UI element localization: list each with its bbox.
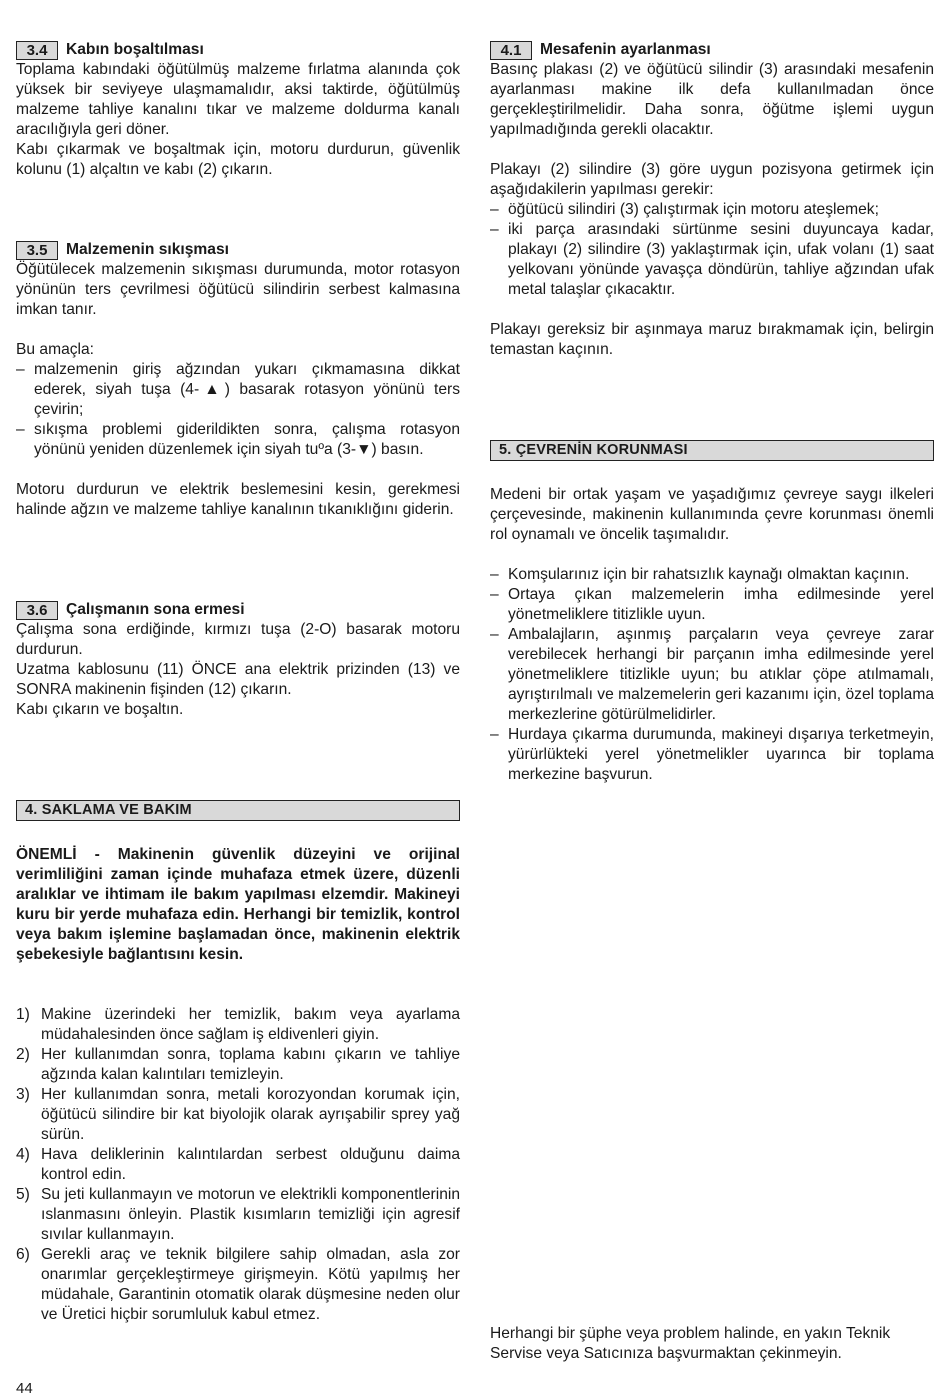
section-number: 4.1: [490, 41, 532, 60]
section-5: [490, 440, 934, 785]
dash-list: [490, 200, 934, 300]
paragraph: Uzatma kablosunu (11) ÖNCE ana elektrik prizinden (13) ve SONRA makinenin fişinden (12) çıkarın.: [16, 661, 460, 698]
section-title: Mesafenin ayarlanması: [540, 41, 711, 58]
item-number: 3): [16, 1086, 30, 1103]
paragraph: Medeni bir ortak yaşam ve yaşadığımız çevreye saygı ilkeleri çerçevesinde, makinenin kullanımında çevre korunması önemli rol oynamalı ve öncelik taşımalıdır.: [490, 486, 934, 543]
page-number: 44: [16, 1380, 33, 1397]
section-4: [16, 800, 460, 1325]
list-item: – Ambalajların, aşınmış parçaların veya çevreye zarar verebilecek herhangi bir parçanın imha edilmesinde yerel yönetmeliklere titizlikle uyun; bu atıklar çöpe atılmamalı, ayrıştırılmalı ve malzemelerin geri kazanımı için, özel toplama merkezlerine götürülmelidirler.: [490, 625, 934, 725]
item-number: 6): [16, 1246, 30, 1263]
list-item: – Ortaya çıkan malzemelerin imha edilmesinde yerel yönetmeliklere titizlikle uyun.: [490, 585, 934, 625]
item-text: Hava deliklerinin kalıntılardan serbest olduğunu daima kontrol edin.: [41, 1146, 460, 1183]
paragraph: Toplama kabındaki öğütülmüş malzeme fırlatma alanında çok yüksek bir seviyeye ulaşmamalıdır, aksi taktirde, öğütülmüş malzeme tahliye kanalını tıkar ve malzeme doldurma kanalı aracılığıyla geri döner.: [16, 61, 460, 138]
dash-list: [16, 360, 460, 460]
item-number: 5): [16, 1186, 30, 1203]
list-item: [16, 1085, 460, 1145]
section-4-1: [490, 40, 934, 360]
list-item: – öğütücü silindiri (3) çalıştırmak için motoru ateşlemek;: [490, 200, 934, 220]
section-3-6: [16, 600, 460, 720]
footer-note-block: [490, 1324, 934, 1364]
section-number: 3.5: [16, 241, 58, 260]
paragraph: Kabı çıkarın ve boşaltın.: [16, 701, 184, 718]
paragraph: Çalışma sona erdiğinde, kırmızı tuşa (2-O) basarak motoru durdurun.: [16, 621, 460, 658]
paragraph: Bu amaçla:: [16, 341, 95, 358]
section-banner: 4. SAKLAMA VE BAKIM: [16, 800, 460, 821]
list-item: [16, 1005, 460, 1045]
section-3-5: [16, 240, 460, 520]
section-heading: [16, 600, 460, 620]
item-text: Her kullanımdan sonra, metali korozyondan korumak için, öğütücü silindire bir kat biyolojik olarak ayrışabilir sprey yağ sürün.: [41, 1086, 460, 1143]
item-text: Makine üzerindeki her temizlik, bakım veya ayarlama müdahalesinden önce sağlam iş eldivenleri giyin.: [41, 1006, 460, 1043]
section-banner: 5. ÇEVRENİN KORUNMASI: [490, 440, 934, 461]
list-item: [16, 1185, 460, 1245]
section-title: Malzemenin sıkışması: [66, 241, 229, 258]
footer-note: Herhangi bir şüphe veya problem halinde, en yakın Teknik Servise veya Satıcınıza başvurmaktan çekinmeyin.: [490, 1325, 891, 1362]
section-heading: [16, 240, 460, 260]
list-item: – sıkışma problemi giderildikten sonra, çalışma rotasyon yönünü yeniden düzenlemek için siyah tuºa (3-▼) basın.: [16, 420, 460, 460]
section-3-4: [16, 40, 460, 180]
list-item: – malzemenin giriş ağzından yukarı çıkmamasına dikkat ederek, siyah tuşa (4-▲) basarak rotasyon yönünü ters çevirin;: [16, 360, 460, 420]
dash-list: [490, 565, 934, 785]
list-item: [16, 1145, 460, 1185]
item-text: Gerekli araç ve teknik bilgilere sahip olmadan, asla zor onarımlar gerçekleştirmeye girişmeyin. Kötü yapılmış her müdahale, Garantinin otomatik olarak düşmesine neden olur ve Üretici hiçbir sorumluluk kabul etmez.: [41, 1246, 460, 1323]
section-heading: [490, 40, 934, 60]
item-number: 1): [16, 1006, 30, 1023]
item-number: 4): [16, 1146, 30, 1163]
paragraph: Öğütülecek malzemenin sıkışması durumunda, motor rotasyon yönünün ters çevrilmesi öğütücü silindirin serbest kalmasına imkan tanır.: [16, 261, 460, 318]
section-heading: [16, 40, 460, 60]
list-item: – Hurdaya çıkarma durumunda, makineyi dışarıya terketmeyin, yürürlükteki yerel yönetmelikler uyarınca bir toplama merkezine başvurun.: [490, 725, 934, 785]
section-title: Kabın boşaltılması: [66, 41, 204, 58]
important-note: ÖNEMLİ - Makinenin güvenlik düzeyini ve orijinal verimliliğini zaman içinde muhafaza etmek üzere, düzenli aralıklar ve ihtimam ile bakım yapılması elzemdir. Makineyi kuru bir yerde muhafaza edin. Herhangi bir temizlik, kontrol veya bakım işlemine başlamadan önce, makinenin elektrik şebekesiyle bağlantısını kesin.: [16, 846, 460, 963]
section-number: 3.6: [16, 601, 58, 620]
paragraph: Plakayı (2) silindire (3) göre uygun pozisyona getirmek için aşağıdakilerin yapılması gerekir:: [490, 161, 934, 198]
numbered-list: [16, 1005, 460, 1325]
section-number: 3.4: [16, 41, 58, 60]
section-title: Çalışmanın sona ermesi: [66, 601, 245, 618]
list-item: – Komşularınız için bir rahatsızlık kaynağı olmaktan kaçının.: [490, 565, 934, 585]
item-text: Su jeti kullanmayın ve motorun ve elektrikli komponentlerinin ıslanmasını önleyin. Plastik kısımların temizliği için agresif sıvılar kullanmayın.: [41, 1186, 460, 1243]
list-item: [16, 1045, 460, 1085]
paragraph: Kabı çıkarmak ve boşaltmak için, motoru durdurun, güvenlik kolunu (1) alçaltın ve kabı (2) çıkarın.: [16, 141, 460, 178]
item-text: Her kullanımdan sonra, toplama kabını çıkarın ve tahliye ağzında kalan kalıntıları temizleyin.: [41, 1046, 460, 1083]
item-number: 2): [16, 1046, 30, 1063]
paragraph: Basınç plakası (2) ve öğütücü silindir (3) arasındaki mesafenin ayarlanması makine ilk defa kullanılmadan önce gerçekleştirilmelidir. Daha sonra, öğütme işlemi uygun yapılmadığında gerekli olacaktır.: [490, 61, 934, 138]
list-item: [16, 1245, 460, 1325]
paragraph: Motoru durdurun ve elektrik beslemesini kesin, gerekmesi halinde ağzın ve malzeme tahliye kanalının tıkanıklığını giderin.: [16, 481, 460, 518]
list-item: – iki parça arasındaki sürtünme sesini duyuncaya kadar, plakayı (2) silindire (3) yaklaştırmak için, ufak volanı (1) saat yelkovanı yönünde yavaşça döndürün, tahliye ağzından ufak metal talaşlar çıkacaktır.: [490, 220, 934, 300]
paragraph: Plakayı gereksiz bir aşınmaya maruz bırakmamak için, belirgin temastan kaçının.: [490, 321, 934, 358]
